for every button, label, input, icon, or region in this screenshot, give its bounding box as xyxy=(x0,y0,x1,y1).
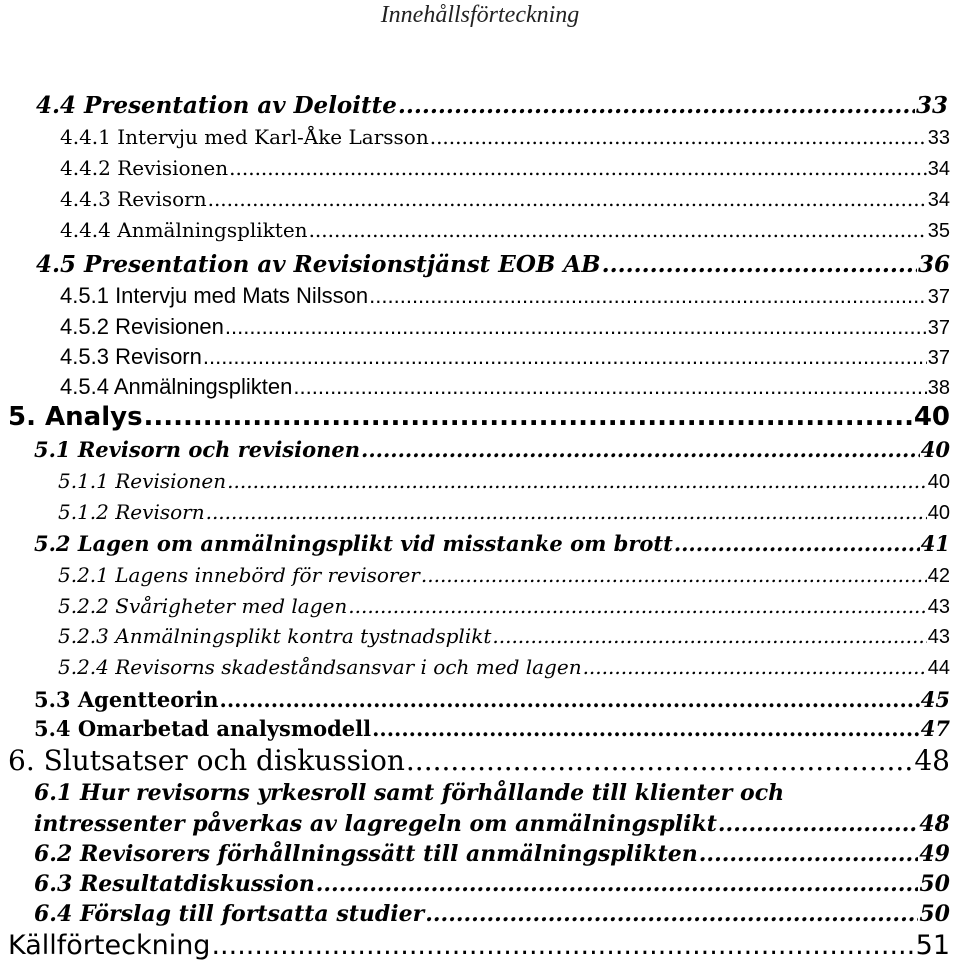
toc-title: Anmälningsplikt kontra tystnadsplikt xyxy=(115,624,492,648)
toc-entry-kallforteckning[interactable] xyxy=(8,930,950,961)
toc-leader xyxy=(430,125,927,149)
toc-leader xyxy=(602,251,917,278)
toc-title: Anmälningsplikten xyxy=(113,374,293,399)
toc-entry-4-5-3[interactable] xyxy=(60,344,950,370)
toc-entry-4-5[interactable] xyxy=(36,251,950,278)
toc-leader xyxy=(206,500,927,524)
toc-entry-6-1[interactable] xyxy=(34,780,950,806)
toc-title: intressenter påverkas av lagregeln om anmälningsplikt xyxy=(34,811,717,837)
toc-leader xyxy=(372,716,920,741)
toc-title: Revisionen xyxy=(115,314,224,339)
toc-page: 45 xyxy=(920,687,950,712)
toc-title: Presentation av Deloitte xyxy=(84,92,397,119)
toc-title: Agentteorin xyxy=(77,687,219,712)
toc-number: 6.3 xyxy=(34,871,73,897)
toc-number: 5.2.4 xyxy=(58,655,109,679)
toc-leader xyxy=(674,531,920,556)
toc-number: 4.5.4 xyxy=(60,374,109,399)
toc-number: 5.4 xyxy=(34,716,71,741)
toc-number: 4.5.2 xyxy=(60,314,109,339)
toc-entry-5[interactable] xyxy=(8,402,950,432)
toc-number: 6. xyxy=(8,744,35,777)
toc-page: 33 xyxy=(927,127,950,149)
toc-leader xyxy=(492,624,926,648)
page-header-title: Innehållsförteckning xyxy=(380,2,580,28)
toc-number: 4.4.3 xyxy=(60,187,111,211)
toc-page: 44 xyxy=(927,657,950,679)
toc-title: Revisorn xyxy=(117,187,207,211)
toc-page: 34 xyxy=(927,158,950,180)
toc-title: Analys xyxy=(45,402,143,432)
toc-page: 38 xyxy=(927,377,950,399)
toc-page: 48 xyxy=(914,744,950,777)
toc-leader xyxy=(208,187,927,211)
toc-page: 43 xyxy=(927,626,950,648)
toc-entry-5-2-2[interactable] xyxy=(58,594,950,619)
toc-title: Revisorn och revisionen xyxy=(77,437,361,462)
toc-page: 37 xyxy=(927,317,950,339)
toc-title: Presentation av Revisionstjänst EOB AB xyxy=(84,251,601,278)
toc-leader xyxy=(718,811,919,837)
toc-number: 5.3 xyxy=(34,687,71,712)
toc-title: Källförteckning xyxy=(8,930,211,961)
toc-entry-4-5-4[interactable] xyxy=(60,374,950,400)
toc-entry-4-4-1[interactable] xyxy=(60,125,950,150)
toc-number: 4.4.4 xyxy=(60,218,111,242)
toc-page: 37 xyxy=(927,347,950,369)
toc-page: 43 xyxy=(927,596,950,618)
toc-entry-4-4[interactable] xyxy=(36,92,948,119)
toc-page: 40 xyxy=(927,471,950,493)
toc-page: 40 xyxy=(920,437,950,462)
toc-title: Svårigheter med lagen xyxy=(115,594,348,618)
toc-page: 41 xyxy=(920,531,950,556)
toc-entry-5-2-4[interactable] xyxy=(58,655,950,680)
toc-entry-6[interactable] xyxy=(8,744,950,777)
toc-entry-5-2[interactable] xyxy=(34,531,950,556)
toc-title: Förslag till fortsatta studier xyxy=(79,901,425,927)
toc-entry-5-4[interactable] xyxy=(34,716,950,741)
toc-number: 6.4 xyxy=(34,901,73,927)
toc-entry-4-5-2[interactable] xyxy=(60,314,950,340)
toc-title: Intervju med Karl-Åke Larsson xyxy=(117,125,429,149)
toc-entry-6-2[interactable] xyxy=(34,841,950,867)
toc-entry-6-3[interactable] xyxy=(34,871,950,897)
toc-page: 48 xyxy=(919,811,950,837)
toc-number: 4.4 xyxy=(36,92,77,119)
toc-title: Revisorn xyxy=(115,344,202,369)
toc-leader xyxy=(369,283,927,309)
toc-title: Revisionen xyxy=(115,469,227,493)
toc-leader xyxy=(203,344,927,370)
toc-leader xyxy=(699,841,919,867)
toc-leader xyxy=(225,314,927,340)
toc-page: 42 xyxy=(927,565,950,587)
toc-leader xyxy=(144,402,913,432)
toc-number: 4.5.1 xyxy=(60,283,109,308)
toc-leader xyxy=(211,930,914,961)
toc-entry-5-3[interactable] xyxy=(34,687,950,712)
toc-title: Lagens innebörd för revisorer xyxy=(115,563,420,587)
toc-leader xyxy=(348,594,927,618)
toc-title: Resultatdiskussion xyxy=(79,871,315,897)
toc-title: Anmälningsplikten xyxy=(117,218,308,242)
toc-number: 5.2 xyxy=(34,531,71,556)
toc-page: 47 xyxy=(920,716,950,741)
toc-page: 34 xyxy=(927,189,950,211)
toc-number: 4.5.3 xyxy=(60,344,109,369)
toc-leader xyxy=(406,744,913,777)
toc-leader xyxy=(227,469,927,493)
toc-entry-6-1-continued[interactable] xyxy=(34,811,950,837)
toc-page: 35 xyxy=(927,220,950,242)
toc-page: 49 xyxy=(919,841,950,867)
toc-leader xyxy=(583,655,927,679)
toc-entry-5-2-1[interactable] xyxy=(58,563,950,588)
toc-leader xyxy=(220,687,920,712)
toc-title: Revisorn xyxy=(115,500,205,524)
toc-entry-5-1[interactable] xyxy=(34,437,950,462)
toc-leader xyxy=(398,92,915,119)
toc-number: 5.2.1 xyxy=(58,563,109,587)
toc-number: 5.1 xyxy=(34,437,71,462)
toc-entry-4-4-4[interactable] xyxy=(60,218,950,243)
toc-leader xyxy=(361,437,920,462)
toc-leader xyxy=(421,563,927,587)
toc-leader xyxy=(425,901,918,927)
toc-leader xyxy=(316,871,919,897)
toc-number: 6.1 xyxy=(34,780,73,806)
toc-entry-5-2-3[interactable] xyxy=(58,624,950,649)
toc-leader xyxy=(293,374,926,400)
toc-entry-4-5-1[interactable] xyxy=(60,283,950,309)
toc-number: 6.2 xyxy=(34,841,73,867)
toc-title: Omarbetad analysmodell xyxy=(77,716,372,741)
toc-leader xyxy=(309,218,927,242)
toc-entry-5-1-2[interactable] xyxy=(58,500,950,525)
toc-title: Slutsatser och diskussion xyxy=(43,744,405,777)
toc-number: 5.2.3 xyxy=(58,624,109,648)
toc-title: Revisorers förhållningssätt till anmälningsplikten xyxy=(79,841,698,867)
toc-page: 37 xyxy=(927,286,950,308)
toc-title: Hur revisorns yrkesroll samt förhållande till klienter och xyxy=(79,780,785,806)
toc-number: 5.1.2 xyxy=(58,500,109,524)
toc-title: Lagen om anmälningsplikt vid misstanke om brott xyxy=(77,531,673,556)
toc-number: 4.4.1 xyxy=(60,125,111,149)
toc-page: 51 xyxy=(915,930,950,961)
toc-number: 5.2.2 xyxy=(58,594,109,618)
toc-page: 33 xyxy=(915,92,948,119)
toc-page: 36 xyxy=(917,251,950,278)
toc-number: 5.1.1 xyxy=(58,469,109,493)
toc-page: 50 xyxy=(919,871,950,897)
toc-entry-6-4[interactable] xyxy=(34,901,950,927)
toc-page: 40 xyxy=(913,402,950,432)
toc-title: Revisionen xyxy=(117,156,229,180)
toc-entry-4-4-2[interactable] xyxy=(60,156,950,181)
toc-number: 4.5 xyxy=(36,251,77,278)
toc-entry-5-1-1[interactable] xyxy=(58,469,950,494)
toc-entry-4-4-3[interactable] xyxy=(60,187,950,212)
toc-number: 5. xyxy=(8,402,36,432)
toc-leader xyxy=(229,156,927,180)
toc-title: Revisorns skadeståndsansvar i och med lagen xyxy=(115,655,582,679)
toc-number: 4.4.2 xyxy=(60,156,111,180)
toc-page: 50 xyxy=(919,901,950,927)
toc-page: 40 xyxy=(927,502,950,524)
toc-title: Intervju med Mats Nilsson xyxy=(115,283,369,308)
